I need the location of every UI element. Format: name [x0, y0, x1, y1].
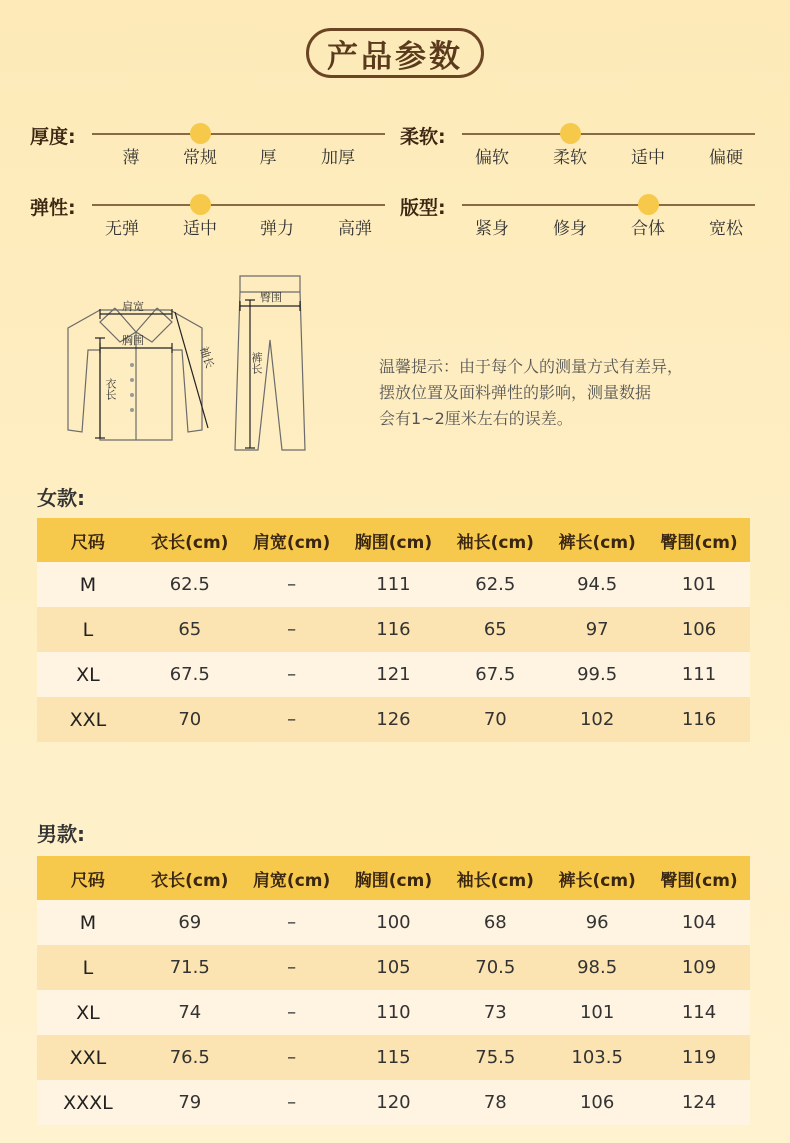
value-cell: –: [241, 990, 343, 1035]
value-cell: –: [241, 945, 343, 990]
value-cell: 79: [139, 1080, 241, 1125]
table-row: [37, 1080, 750, 1125]
size-cell: XL: [37, 990, 139, 1035]
women-section-label: 女款:: [37, 486, 85, 510]
shirt-measure-lines: [95, 309, 208, 438]
value-cell: 75.5: [444, 1035, 546, 1080]
value-cell: 97: [546, 607, 648, 652]
column-header: 胸围(cm): [343, 518, 445, 562]
attr-option: 紧身: [475, 219, 509, 239]
value-cell: 67.5: [444, 652, 546, 697]
women-size-table: [37, 518, 750, 742]
value-cell: –: [241, 697, 343, 742]
value-cell: 101: [546, 990, 648, 1035]
label-length: 衣长: [104, 378, 116, 400]
attr-selected-marker: [190, 123, 211, 144]
page-title: 产品参数: [306, 28, 484, 78]
table-header-row: [37, 518, 750, 562]
value-cell: 73: [444, 990, 546, 1035]
attr-option: 适中: [183, 219, 217, 239]
size-cell: XXL: [37, 1035, 139, 1080]
attr-scale-line: [462, 133, 755, 135]
value-cell: 119: [648, 1035, 750, 1080]
value-cell: –: [241, 1080, 343, 1125]
size-cell: XL: [37, 652, 139, 697]
men-section-label: 男款:: [37, 822, 85, 846]
size-cell: M: [37, 900, 139, 945]
attr-option: 薄: [122, 148, 140, 168]
value-cell: 100: [343, 900, 445, 945]
column-header: 胸围(cm): [343, 856, 445, 900]
table-row: [37, 990, 750, 1035]
value-cell: 74: [139, 990, 241, 1035]
column-header: 尺码: [37, 856, 139, 900]
value-cell: 67.5: [139, 652, 241, 697]
value-cell: 70.5: [444, 945, 546, 990]
label-shoulder: 肩宽: [122, 301, 144, 313]
attr-option: 柔软: [553, 148, 587, 168]
column-header: 裤长(cm): [546, 856, 648, 900]
attr-scale-line: [92, 204, 385, 206]
value-cell: 76.5: [139, 1035, 241, 1080]
value-cell: 116: [343, 607, 445, 652]
men-size-table: [37, 856, 750, 1125]
value-cell: 70: [139, 697, 241, 742]
measurement-tip: [379, 354, 759, 432]
value-cell: 115: [343, 1035, 445, 1080]
attr-label-thickness: 厚度:: [30, 126, 76, 148]
value-cell: 65: [139, 607, 241, 652]
value-cell: 105: [343, 945, 445, 990]
value-cell: 114: [648, 990, 750, 1035]
value-cell: 121: [343, 652, 445, 697]
column-header: 袖长(cm): [444, 518, 546, 562]
attr-option: 宽松: [709, 219, 743, 239]
table-row: [37, 697, 750, 742]
table-row: [37, 652, 750, 697]
label-chest: 胸围: [122, 335, 144, 347]
value-cell: 102: [546, 697, 648, 742]
value-cell: 116: [648, 697, 750, 742]
attr-selected-marker: [190, 194, 211, 215]
label-pants-length: 裤长: [250, 352, 262, 374]
value-cell: 68: [444, 900, 546, 945]
attr-scale-line: [92, 133, 385, 135]
size-cell: XXXL: [37, 1080, 139, 1125]
value-cell: –: [241, 1035, 343, 1080]
tip-line-1: 温馨提示：由于每个人的测量方式有差异，: [379, 357, 684, 376]
attr-label-elasticity: 弹性:: [30, 197, 76, 219]
size-cell: L: [37, 945, 139, 990]
value-cell: 103.5: [546, 1035, 648, 1080]
size-cell: L: [37, 607, 139, 652]
value-cell: 106: [648, 607, 750, 652]
value-cell: 94.5: [546, 562, 648, 607]
value-cell: 104: [648, 900, 750, 945]
attr-option: 加厚: [321, 148, 355, 168]
attr-selected-marker: [638, 194, 659, 215]
attr-option: 无弹: [105, 219, 139, 239]
attr-option: 偏软: [475, 148, 509, 168]
table-header-row: [37, 856, 750, 900]
column-header: 衣长(cm): [139, 518, 241, 562]
attr-option: 偏硬: [709, 148, 743, 168]
attr-scale-line: [462, 204, 755, 206]
attr-option: 合体: [631, 219, 665, 239]
value-cell: 71.5: [139, 945, 241, 990]
value-cell: 96: [546, 900, 648, 945]
attr-label-fit: 版型:: [400, 197, 446, 219]
value-cell: 124: [648, 1080, 750, 1125]
value-cell: 111: [648, 652, 750, 697]
column-header: 袖长(cm): [444, 856, 546, 900]
value-cell: 126: [343, 697, 445, 742]
size-cell: M: [37, 562, 139, 607]
shirt-buttons: [130, 363, 134, 412]
table-row: [37, 607, 750, 652]
label-sleeve: 袖长: [197, 345, 216, 370]
value-cell: 106: [546, 1080, 648, 1125]
table-row: [37, 900, 750, 945]
value-cell: 110: [343, 990, 445, 1035]
value-cell: –: [241, 652, 343, 697]
value-cell: 62.5: [139, 562, 241, 607]
tip-line-2: 摆放位置及面料弹性的影响，测量数据: [379, 383, 652, 402]
table-row: [37, 1035, 750, 1080]
value-cell: –: [241, 607, 343, 652]
attr-option: 高弹: [338, 219, 372, 239]
pants-measure-lines: [240, 300, 300, 448]
attr-selected-marker: [560, 123, 581, 144]
value-cell: 65: [444, 607, 546, 652]
value-cell: –: [241, 900, 343, 945]
column-header: 衣长(cm): [139, 856, 241, 900]
attr-option: 厚: [259, 148, 277, 168]
table-row: [37, 945, 750, 990]
value-cell: 69: [139, 900, 241, 945]
attr-option: 适中: [631, 148, 665, 168]
attr-label-softness: 柔软:: [400, 126, 446, 148]
value-cell: 70: [444, 697, 546, 742]
shirt-outline: [68, 308, 202, 440]
size-cell: XXL: [37, 697, 139, 742]
column-header: 尺码: [37, 518, 139, 562]
value-cell: –: [241, 562, 343, 607]
value-cell: 98.5: [546, 945, 648, 990]
value-cell: 120: [343, 1080, 445, 1125]
garment-measurement-diagram: [60, 270, 330, 465]
value-cell: 99.5: [546, 652, 648, 697]
value-cell: 62.5: [444, 562, 546, 607]
column-header: 裤长(cm): [546, 518, 648, 562]
attr-option: 常规: [183, 148, 217, 168]
label-hip: 臀围: [260, 292, 282, 304]
column-header: 肩宽(cm): [241, 856, 343, 900]
attr-option: 修身: [553, 219, 587, 239]
tip-line-3: 会有1~2厘米左右的误差。: [379, 409, 573, 428]
column-header: 肩宽(cm): [241, 518, 343, 562]
column-header: 臀围(cm): [648, 856, 750, 900]
value-cell: 101: [648, 562, 750, 607]
column-header: 臀围(cm): [648, 518, 750, 562]
value-cell: 109: [648, 945, 750, 990]
value-cell: 78: [444, 1080, 546, 1125]
value-cell: 111: [343, 562, 445, 607]
attr-option: 弹力: [260, 219, 294, 239]
table-row: [37, 562, 750, 607]
